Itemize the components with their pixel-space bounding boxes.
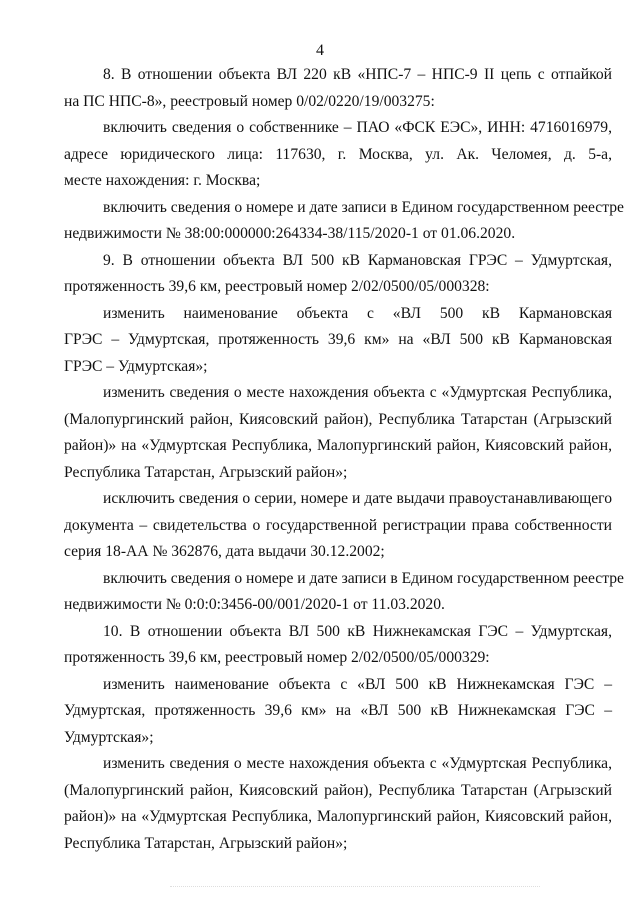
text-line: изменить наименование объекта с «ВЛ 500 кВ Нижнекамская ГЭС – bbox=[103, 675, 612, 693]
text-line: 10. В отношении объекта ВЛ 500 кВ Нижнекамская ГЭС – Удмуртская, bbox=[103, 622, 612, 640]
text-line: 8. В отношении объекта ВЛ 220 кВ «НПС-7 – НПС-9 II цепь с отпайкой bbox=[103, 66, 612, 83]
text-line: (Малопургинский район, Киясовский район), Республика Татарстан (Агрызский bbox=[64, 781, 612, 799]
text-line: изменить сведения о месте нахождения объекта с «Удмуртская Республика, bbox=[103, 755, 612, 772]
text-line: включить сведения о собственнике – ПАО «ФСК ЕЭС», ИНН: 4716016979, bbox=[103, 119, 612, 136]
paragraph-registry-record bbox=[64, 566, 624, 619]
text-line: адресе юридического лица: 117630, г. Москва, ул. Ак. Челомея, д. 5-а, bbox=[64, 145, 612, 163]
paragraph-exclude-certificate bbox=[64, 486, 612, 566]
paragraph-rename-object bbox=[64, 672, 612, 752]
text-line: район)» на «Удмуртская Республика, Малопургинский район, Киясовский район, bbox=[64, 808, 612, 825]
text-line: район)» на «Удмуртская Республика, Малопургинский район, Киясовский район, bbox=[64, 437, 612, 454]
text-line: недвижимости № 0:0:0:3456-00/001/2020-1 от 11.03.2020. bbox=[64, 596, 445, 613]
text-line: документа – свидетельства о государственной регистрации права собственности bbox=[64, 516, 612, 534]
text-line: включить сведения о номере и дате записи в Едином государственном реестре bbox=[103, 569, 624, 587]
text-line: ГРЭС – Удмуртская, протяженность 39,6 км» на «ВЛ 500 кВ Кармановская bbox=[64, 331, 612, 348]
paragraph-change-location bbox=[64, 751, 612, 857]
text-line: (Малопургинский район, Киясовский район), Республика Татарстан (Агрызский bbox=[64, 410, 612, 428]
text-line: Республика Татарстан, Агрызский район»; bbox=[64, 834, 348, 852]
paragraph-change-location bbox=[64, 380, 612, 486]
page-number: 4 bbox=[316, 42, 324, 59]
text-line: на ПС НПС-8», реестровый номер 0/02/0220/19/003275: bbox=[64, 92, 435, 110]
paragraph-registry-record bbox=[64, 195, 624, 248]
paragraph-item-9-heading bbox=[64, 248, 612, 301]
text-line: исключить сведения о серии, номере и дате выдачи правоустанавливающего bbox=[103, 490, 612, 507]
text-line: месте нахождения: г. Москва; bbox=[64, 172, 261, 189]
text-line: изменить сведения о месте нахождения объекта с «Удмуртская Республика, bbox=[103, 384, 612, 401]
text-line: Удмуртская, протяженность 39,6 км» на «ВЛ 500 кВ Нижнекамская ГЭС – bbox=[64, 702, 612, 719]
text-line: протяженность 39,6 км, реестровый номер 2/02/0500/05/000328: bbox=[64, 278, 490, 295]
scan-artifact bbox=[170, 886, 540, 889]
text-line: протяженность 39,6 км, реестровый номер 2/02/0500/05/000329: bbox=[64, 649, 490, 666]
paragraph-item-8-heading bbox=[64, 62, 612, 115]
text-line: недвижимости № 38:00:000000:264334-38/115/2020-1 от 01.06.2020. bbox=[64, 225, 516, 242]
text-line: Республика Татарстан, Агрызский район»; bbox=[64, 463, 348, 481]
paragraph-owner-info bbox=[64, 115, 612, 195]
paragraph-item-10-heading bbox=[64, 619, 612, 672]
paragraph-rename-object bbox=[64, 301, 612, 381]
text-line: серия 18-АА № 362876, дата выдачи 30.12.2002; bbox=[64, 543, 385, 560]
text-line: включить сведения о номере и дате записи в Едином государственном реестре bbox=[103, 198, 624, 216]
text-line: ГРЭС – Удмуртская»; bbox=[64, 357, 208, 375]
text-line: Удмуртская»; bbox=[64, 728, 154, 746]
text-line: 9. В отношении объекта ВЛ 500 кВ Кармановская ГРЭС – Удмуртская, bbox=[103, 251, 612, 269]
document-body bbox=[64, 62, 624, 857]
text-line: изменить наименование объекта с «ВЛ 500 кВ Кармановская bbox=[103, 304, 612, 322]
